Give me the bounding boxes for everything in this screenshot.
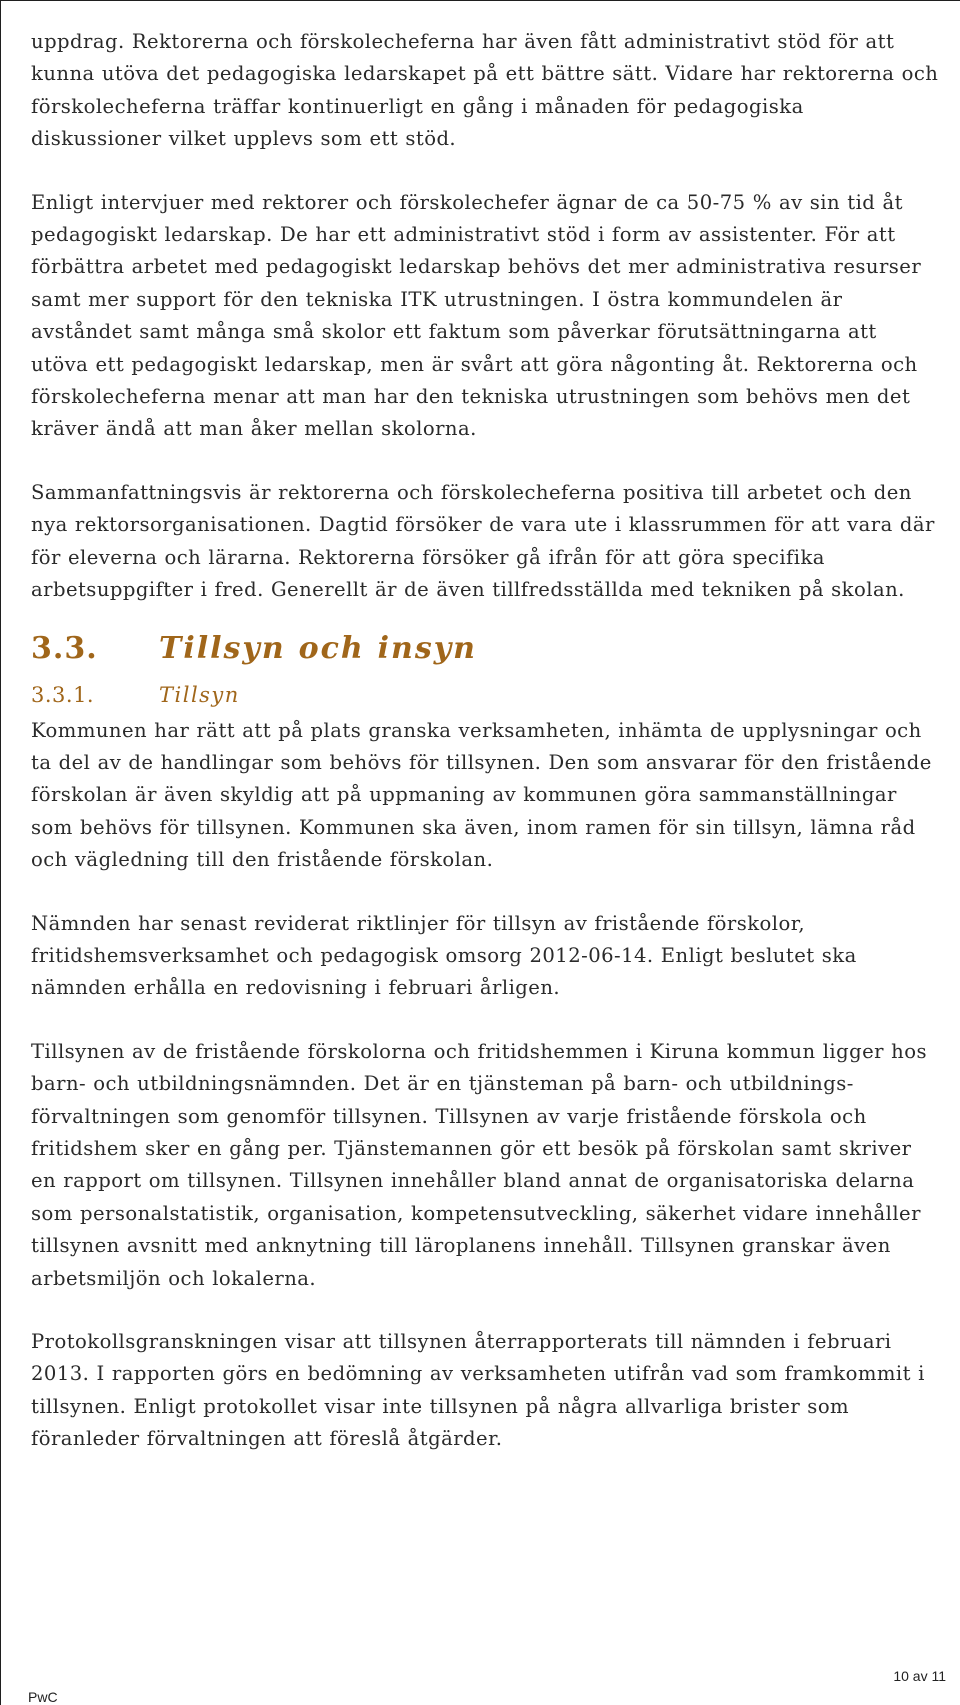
paragraph: Tillsynen av de fristående förskolorna och fritidshemmen i Kiruna kommun ligger hos barn- och utbildningsnämnden. Det är en tjänsteman på barn- och utbildnings-förvaltningen som genomför tillsynen. Tillsynen av varje fristående förskola och fritidshem sker en gång per. Tjänstemannen gör ett besök på förskolan samt skriver en rapport om tillsynen. Tillsynen innehåller bland annat de organisatoriska delarna som personalstatistik, organisation, kompetensutveckling, säkerhet vidare innehåller tillsynen avsnitt med anknytning till läroplanens innehåll. Tillsynen granskar även arbetsmiljön och lokalerna. (31, 1039, 927, 1290)
subsection-number: 3.3.1. (31, 682, 95, 707)
section-number: 3.3. (31, 630, 98, 666)
paragraph: Enligt intervjuer med rektorer och förskolechefer ägnar de ca 50-75 % av sin tid åt pedagogiskt ledarskap. De har ett administrativt stöd i form av assistenter. För att förbättra arbetet med pedagogiskt ledarskap behövs det mer administrativa resurser samt mer support för den tekniska ITK utrustningen. I östra kommundelen är avståndet samt många små skolor ett faktum som påverkar förutsättningarna att utöva ett pedagogiskt ledarskap, men är svårt att göra någonting åt. Rektorerna och förskolecheferna menar att man har den tekniska utrustningen som behövs men det kräver ändå att man åker mellan skolorna. (31, 190, 922, 441)
section-heading (31, 627, 941, 671)
paragraph: Nämnden har senast reviderat riktlinjer för tillsyn av fristående förskolor, fritidshemsverksamhet och pedagogisk omsorg 2012-06-14. Enligt beslutet ska nämnden erhålla en redovisning i februari årligen. (31, 911, 857, 1000)
section-title: Tillsyn och insyn (159, 630, 477, 666)
paragraph: Sammanfattningsvis är rektorerna och förskolecheferna positiva till arbetet och den nya rektorsorganisationen. Dagtid försöker de vara ute i klassrummen för att vara där för eleverna och lärarna. Rektorerna försöker gå ifrån för att göra specifika arbetsuppgifter i fred. Generellt är de även tillfredsställda med tekniken på skolan. (31, 480, 935, 602)
subsection-heading (31, 677, 941, 713)
paragraph: Protokollsgranskningen visar att tillsynen återrapporterats till nämnden i februari 2013. I rapporten görs en bedömning av verksamheten utifrån vad som framkommit i tillsynen. Enligt protokollet visar inte tillsynen på några allvarliga brister som föranleder förvaltningen att föreslå åtgärder. (31, 1330, 925, 1451)
document-body (31, 26, 941, 1456)
footer-brand: PwC (28, 1689, 58, 1705)
paragraph: Kommunen har rätt att på plats granska verksamheten, inhämta de upplysningar och ta del av de handlingar som behövs för tillsynen. Den som ansvarar för den fristående förskolan är även skyldig att på uppmaning av kommunen göra sammanställningar som behövs för tillsynen. Kommunen ska även, inom ramen för sin tillsyn, lämna råd och vägledning till den fristående förskolan. (31, 718, 932, 872)
page-number: 10 av 11 (893, 1668, 946, 1684)
subsection-title: Tillsyn (159, 682, 240, 707)
paragraph: uppdrag. Rektorerna och förskolecheferna har även fått administrativt stöd för att kunna utöva det pedagogiska ledarskapet på ett bättre sätt. Vidare har rektorerna och förskolecheferna träffar kontinuerligt en gång i månaden för pedagogiska diskussioner vilket upplevs som ett stöd. (31, 30, 939, 151)
